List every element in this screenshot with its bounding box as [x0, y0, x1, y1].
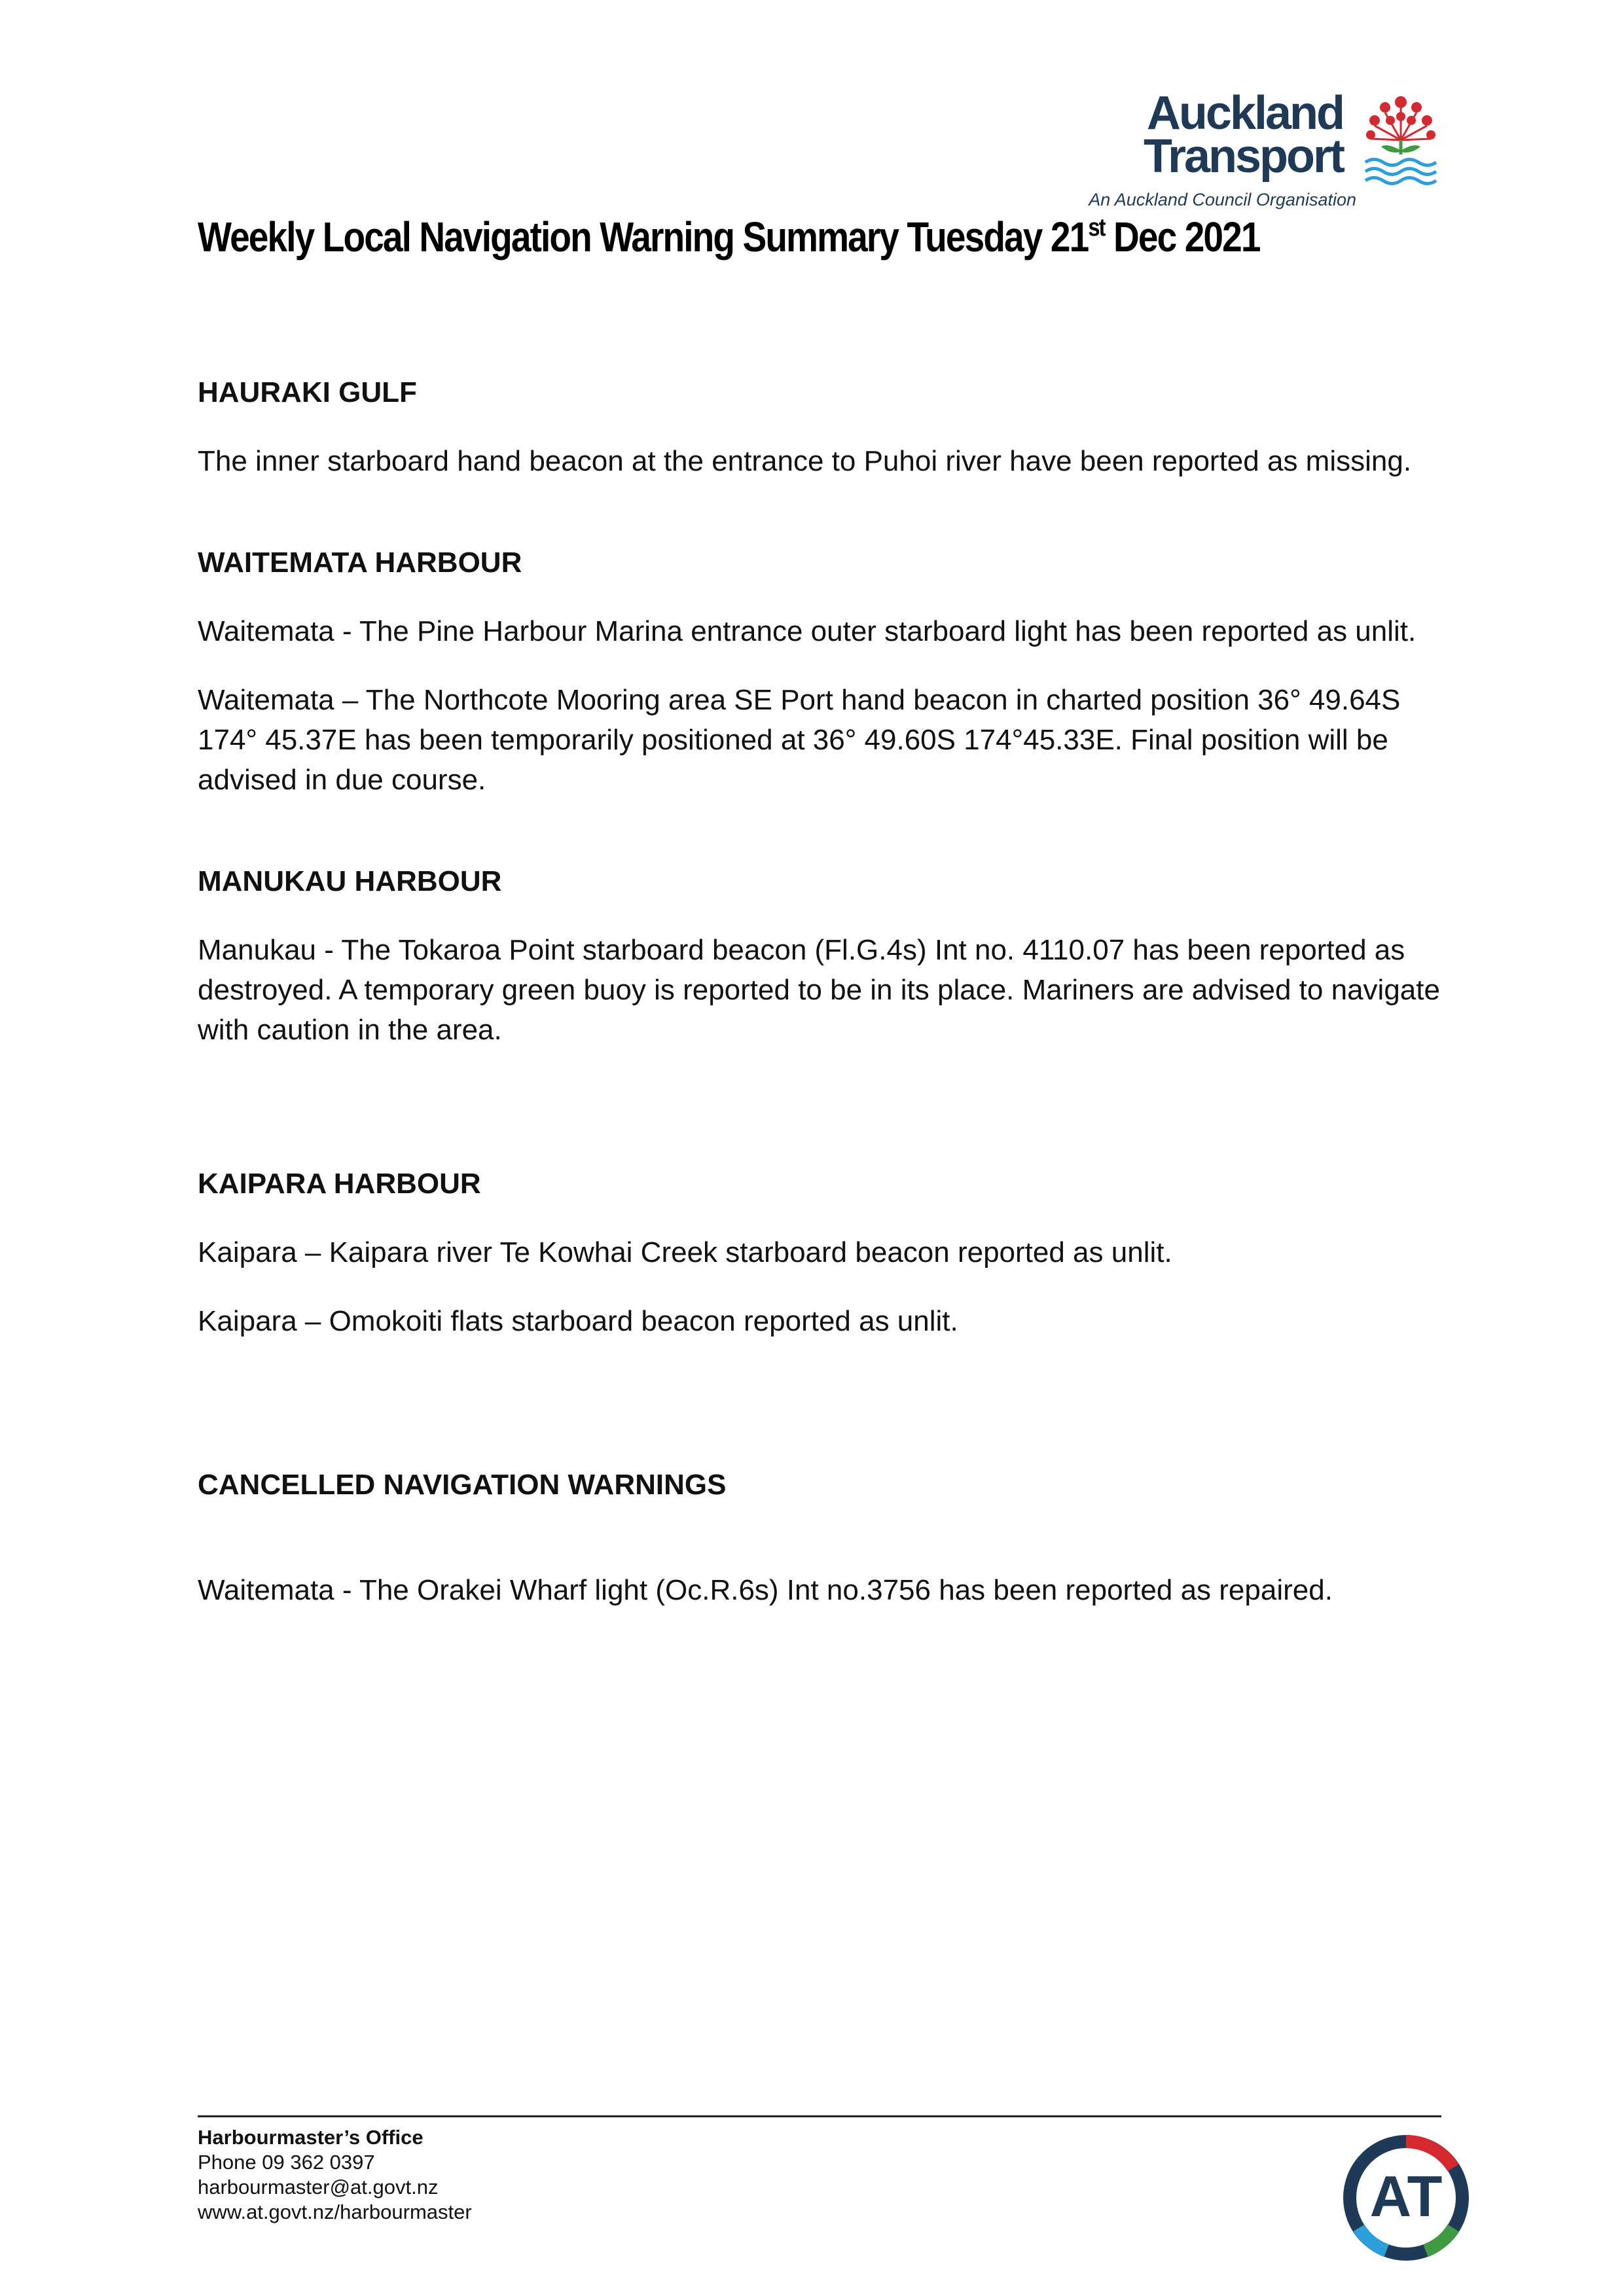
title-ordinal-suffix: st [1088, 214, 1105, 242]
title-text: Weekly Local Navigation Warning Summary Tuesday 21 [198, 213, 1089, 260]
warning-paragraph: The inner starboard hand beacon at the entrance to Puhoi river have been reported as missing. [198, 445, 1412, 477]
auckland-transport-logo [1060, 87, 1440, 216]
warning-paragraph: Kaipara – Kaipara river Te Kowhai Creek starboard beacon reported as unlit. [198, 1236, 1172, 1268]
section-waitemata-harbour [198, 543, 1441, 800]
footer-phone: Phone 09 362 0397 [198, 2151, 375, 2174]
logo-wordmark [1143, 87, 1343, 183]
footer-contact [198, 2125, 1441, 2225]
warning-paragraph: Kaipara – Omokoiti flats starboard beacon reported as unlit. [198, 1305, 958, 1337]
section-kaipara-harbour [198, 1164, 1441, 1341]
logo-tagline: An Auckland Council Organisation [1089, 190, 1356, 209]
warning-paragraph: Waitemata - The Orakei Wharf light (Oc.R.6s) Int no.3756 has been reported as repaired. [198, 1574, 1333, 1606]
pohutukawa-flower-icon [1362, 94, 1440, 186]
at-badge-text: AT [1369, 2164, 1443, 2229]
section-manukau-harbour [198, 862, 1441, 1050]
warnings-content [198, 373, 1441, 1610]
warning-paragraph: Waitemata - The Pine Harbour Marina entrance outer starboard light has been reported as unlit. [198, 615, 1416, 647]
at-roundel-icon [1341, 2132, 1471, 2263]
logo-line-1: Auckland [1146, 87, 1343, 139]
warning-paragraph: Waitemata – The Northcote Mooring area SE Port hand beacon in charted position 36° 49.64S 174° 45.37E has been temporarily positioned at 36° 49.60S 174°45.33E. Final position will be advised in due course. [198, 684, 1401, 796]
footer-office: Harbourmaster’s Office [198, 2126, 424, 2149]
footer-email-link[interactable]: harbourmaster@at.govt.nz [198, 2176, 439, 2198]
section-hauraki-gulf [198, 373, 1441, 481]
section-heading: MANUKAU HARBOUR [198, 865, 502, 897]
warning-paragraph: Manukau - The Tokaroa Point starboard beacon (Fl.G.4s) Int no. 4110.07 has been reported as destroyed. A temporary green buoy is reported to be in its place. Mariners are advised to navigate with caution in the area. [198, 934, 1440, 1046]
title-date: Dec 2021 [1104, 213, 1260, 260]
page-title [198, 213, 1260, 261]
section-heading: WAITEMATA HARBOUR [198, 547, 522, 579]
section-heading: KAIPARA HARBOUR [198, 1168, 481, 1200]
footer [198, 2115, 1441, 2225]
logo-line-2: Transport [1143, 130, 1343, 183]
section-cancelled-warnings [198, 1465, 1441, 1610]
footer-divider [198, 2115, 1441, 2117]
section-heading: HAURAKI GULF [198, 376, 417, 408]
section-heading: CANCELLED NAVIGATION WARNINGS [198, 1469, 727, 1501]
footer-website-link[interactable]: www.at.govt.nz/harbourmaster [198, 2200, 472, 2223]
